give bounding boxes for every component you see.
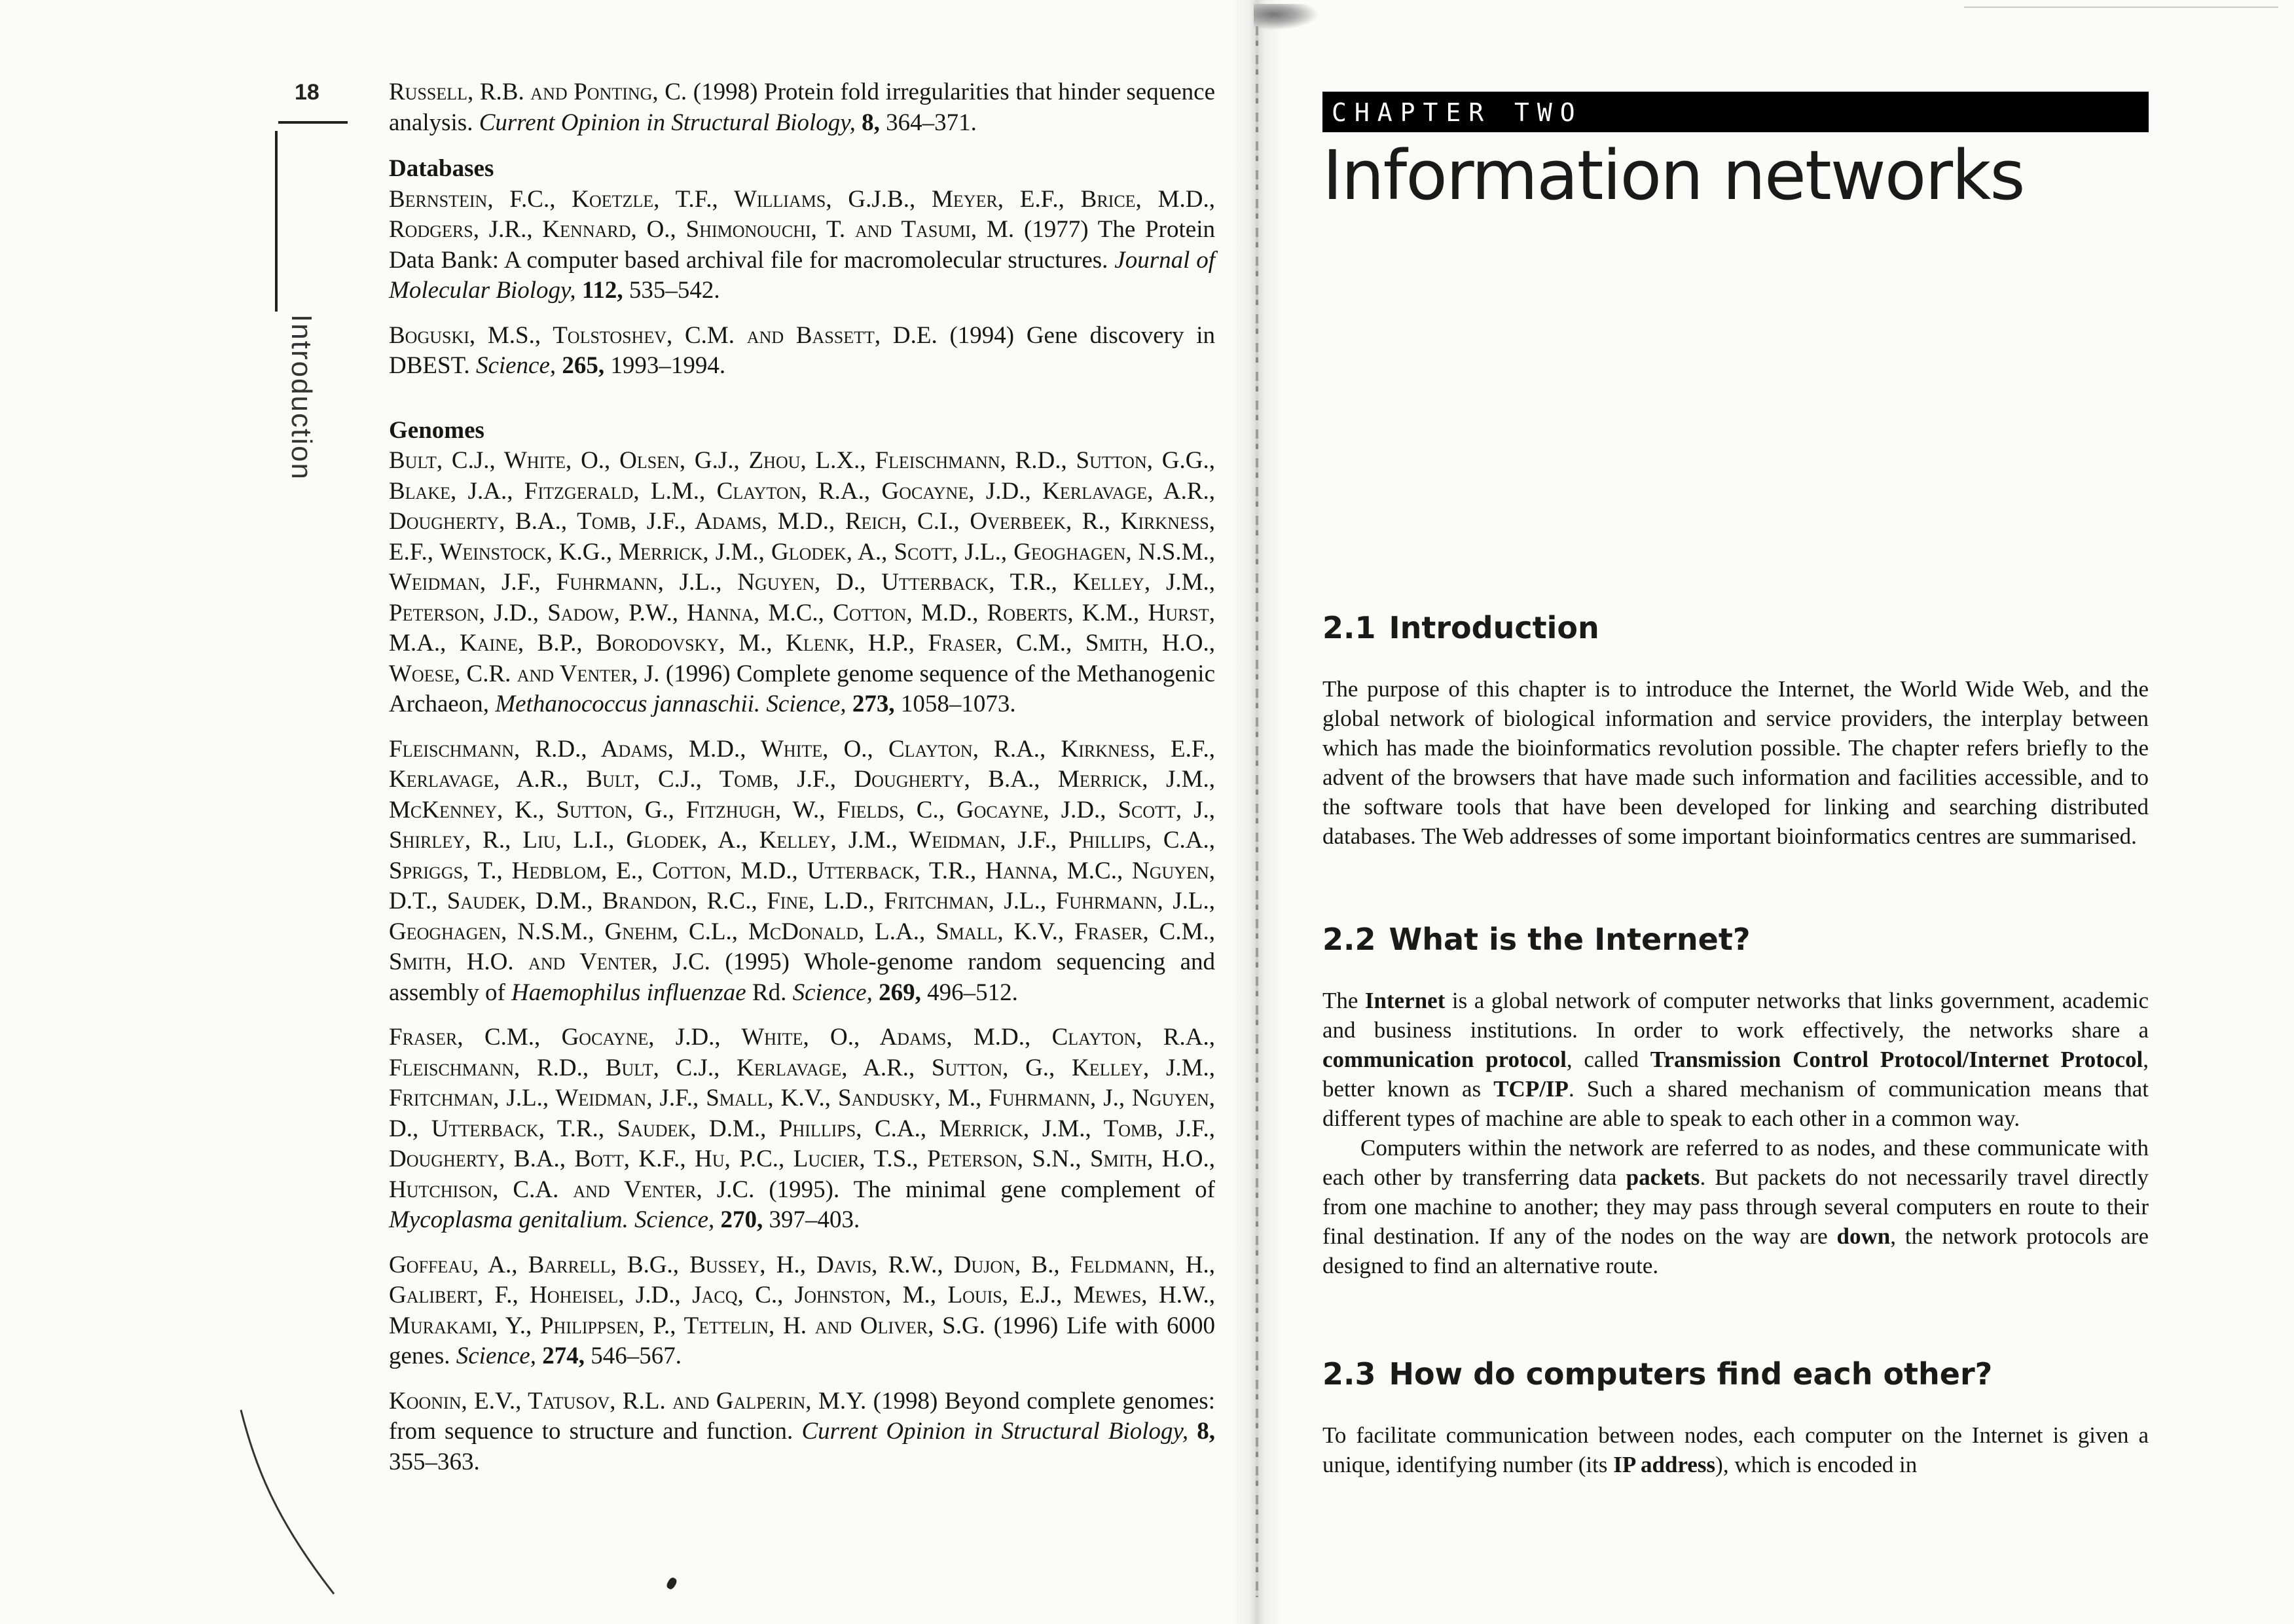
reference-bernstein [389, 185, 1215, 306]
chapter-label: CHAPTER TWO [1332, 98, 1583, 127]
ref-body: (1994) Gene discovery in DBEST. [389, 321, 1215, 379]
heading-databases: Databases [389, 155, 494, 182]
section-body-2-2 [1322, 986, 2149, 1280]
text-run: The [1322, 988, 1365, 1013]
page-number: 18 [295, 80, 319, 105]
section-number: 2.3 [1322, 1356, 1376, 1392]
ref-pages: 364–371. [879, 109, 977, 136]
text-run: , called [1566, 1047, 1650, 1072]
ref-volume: 265, [556, 352, 605, 379]
ref-body: (1996) Life with 6000 genes. [389, 1312, 1215, 1369]
reference-russell [389, 77, 1215, 138]
ref-authors: Goffeau, A., Barrell, B.G., Bussey, H., Davis, R.W., Dujon, B., Feldmann, H., Galibert, F., Hoheisel, J.D., Jacq, C., Johnston, M., Louis, E.J., Mewes, H.W., Murakami, Y., Philippsen, P., Tettelin, H. and Oliver, S.G. [389, 1251, 1215, 1339]
ref-body: (1998) Protein fold irregularities that hinder sequence analysis. [389, 79, 1216, 136]
ref-journal: Science, [792, 979, 873, 1006]
term-bold: IP address [1613, 1452, 1716, 1477]
text-run: . But packets do not necessarily travel directly from one machine to another; they may pass through several computers en route to their final destination. If any of the nodes on the way are [1322, 1164, 2149, 1249]
scan-smudge [1254, 4, 1319, 30]
text-run: Computers within the network are referred to as nodes, and these communicate with each other by transferring data [1322, 1135, 2149, 1190]
chapter-title: Information networks [1322, 135, 2024, 215]
ref-journal: Current Opinion in Structural Biology, [479, 109, 856, 136]
ref-journal: Methanococcus jannaschii. Science, [495, 691, 847, 717]
ref-authors: Boguski, M.S., Tolstoshev, C.M. and Bassett, D.E. [389, 321, 938, 349]
ref-journal: Science, [475, 352, 556, 379]
text-run: , the network protocols are designed to find an alternative route. [1322, 1223, 2149, 1278]
scan-edge-line [1964, 7, 2278, 8]
ref-authors: Fleischmann, R.D., Adams, M.D., White, O., Clayton, R.A., Kirkness, E.F., Kerlavage, A.R., Bult, C.J., Tomb, J.F., Dougherty, B.A., Merrick, J.M., McKenney, K., Sutton, G., Fitzhugh, W., Fields, C., Gocayne, J.D., Scott, J., Shirley, R., Liu, L.I., Glodek, A., Kelley, J.M., Weidman, J.F., Phillips, C.A., Spriggs, T., Hedblom, E., Cotton, M.D., Utterback, T.R., Hanna, M.C., Nguyen, D.T., Saudek, D.M., Brandon, R.C., Fine, L.D., Fritchman, J.L., Fuhrmann, J.L., Geoghagen, N.S.M., Gnehm, C.L., McDonald, L.A., Small, K.V., Fraser, C.M., Smith, H.O. and Venter, J.C. [389, 735, 1215, 975]
ref-body: Rd. [746, 979, 793, 1006]
text-run: To facilitate communication between nodes, each computer on the Internet is given a unique, identifying number (its [1322, 1422, 2149, 1477]
section-title: Introduction [1389, 610, 1599, 645]
section-title: How do computers find each other? [1389, 1356, 1993, 1392]
text-run: . Such a shared mechanism of communication means that different types of machine are able to speak to each other in a common way. [1322, 1076, 2149, 1131]
reference-fraser [389, 1022, 1215, 1236]
ref-pages: 1993–1994. [604, 352, 726, 379]
paragraph [1322, 1133, 2149, 1280]
term-bold: Transmission Control Protocol/Internet Protocol [1650, 1047, 2143, 1072]
ref-volume: 269, [872, 979, 921, 1006]
ref-journal: Current Opinion in Structural Biology, [801, 1418, 1189, 1445]
ref-volume: 274, [536, 1343, 585, 1369]
running-head-text: Introduction [285, 314, 318, 480]
chapter-label-bar [1322, 92, 2149, 132]
reference-bult [389, 446, 1215, 720]
ref-authors: Koonin, E.V., Tatusov, R.L. and Galperin, M.Y. [389, 1387, 867, 1415]
section-heading-2-1 [1322, 610, 1599, 645]
ref-authors: Russell, R.B. and Ponting, C. [389, 79, 687, 105]
ref-volume: 112, [575, 277, 623, 304]
text-run: is a global network of computer networks that links government, academic and business institutions. In order to work effectively, the networks share a [1322, 988, 2149, 1043]
section-number: 2.1 [1322, 610, 1376, 645]
ref-authors: Bernstein, F.C., Koetzle, T.F., Williams, G.J.B., Meyer, E.F., Brice, M.D., Rodgers, J.R., Kennard, O., Shimonouchi, T. and Tasumi, M. [389, 185, 1215, 243]
heading-genomes: Genomes [389, 416, 484, 444]
running-head [285, 314, 318, 484]
ref-authors: Bult, C.J., White, O., Olsen, G.J., Zhou, L.X., Fleischmann, R.D., Sutton, G.G., Blake, J.A., Fitzgerald, L.M., Clayton, R.A., Gocayne, J.D., Kerlavage, A.R., Dougherty, B.A., Tomb, J.F., Adams, M.D., Reich, C.I., Overbeek, R., Kirkness, E.F., Weinstock, K.G., Merrick, J.M., Glodek, A., Scott, J.L., Geoghagen, N.S.M., Weidman, J.F., Fuhrmann, J.L., Nguyen, D., Utterback, T.R., Kelley, J.M., Peterson, J.D., Sadow, P.W., Hanna, M.C., Cotton, M.D., Roberts, K.M., Hurst, M.A., Kaine, B.P., Borodovsky, M., Klenk, H.P., Fraser, C.M., Smith, H.O., Woese, C.R. and Venter, J. [389, 447, 1215, 687]
term-bold: communication protocol [1322, 1047, 1567, 1072]
reference-boguski [389, 321, 1215, 382]
term-bold: TCP/IP [1493, 1076, 1569, 1102]
reference-fleischmann [389, 734, 1215, 1009]
ref-volume: 273, [846, 691, 895, 717]
reference-goffeau [389, 1250, 1215, 1372]
ref-pages: 355–363. [389, 1448, 480, 1475]
ref-pages: 1058–1073. [894, 691, 1016, 717]
term-bold: Internet [1364, 988, 1446, 1013]
stray-ink-mark [665, 1576, 678, 1591]
text-run: , better known as [1322, 1047, 2149, 1102]
term-bold: down [1836, 1223, 1891, 1249]
ref-volume: 8, [1188, 1418, 1216, 1445]
section-number: 2.2 [1322, 922, 1376, 957]
section-title: What is the Internet? [1389, 922, 1751, 957]
ref-pages: 546–567. [584, 1343, 682, 1369]
ref-pages: 535–542. [623, 277, 720, 304]
ref-body: (1977) The Protein Data Bank: A computer based archival file for macromolecular structures. [389, 216, 1215, 274]
paragraph [1322, 1420, 2149, 1479]
binding-shadow [1256, 26, 1258, 1597]
reference-list [389, 77, 1215, 1492]
section-heading-2-3 [1322, 1356, 1992, 1392]
term-bold: packets [1626, 1164, 1700, 1190]
ref-pages: 397–403. [763, 1206, 860, 1233]
ref-pages: 496–512. [920, 979, 1018, 1006]
section-body-2-1 [1322, 674, 2149, 851]
section-heading-2-2 [1322, 922, 1751, 957]
ref-volume: 8, [855, 109, 880, 136]
ref-body: (1995) Whole-genome random sequencing and assembly of [389, 948, 1215, 1006]
pen-stroke-mark [236, 1407, 340, 1597]
ref-authors: Fraser, C.M., Gocayne, J.D., White, O., Adams, M.D., Clayton, R.A., Fleischmann, R.D., Bult, C.J., Kerlavage, A.R., Sutton, G., Kelley, J.M., Fritchman, J.L., Weidman, J.F., Small, K.V., Sandusky, M., Fuhrmann, J., Nguyen, D., Utterback, T.R., Saudek, D.M., Phillips, C.A., Merrick, J.M., Tomb, J.F., Dougherty, B.A., Bott, K.F., Hu, P.C., Lucier, T.S., Peterson, S.N., Smith, H.O., Hutchison, C.A. and Venter, J.C. [389, 1024, 1215, 1203]
ref-journal: Science, [456, 1343, 536, 1369]
ref-journal: Haemophilus influenzae [511, 979, 746, 1006]
ref-body: (1995). The minimal gene complement of [754, 1176, 1215, 1203]
ref-volume: 270, [714, 1206, 763, 1233]
ref-body: (1996) Complete genome sequence of the Methanogenic Archaeon, [389, 660, 1216, 717]
paragraph [1322, 986, 2149, 1133]
text-run: ), which is encoded in [1715, 1452, 1918, 1477]
ref-journal: Mycoplasma genitalium. Science, [389, 1206, 715, 1233]
ref-journal: Journal of Molecular Biology, [389, 246, 1215, 304]
page-number-rule [278, 121, 348, 124]
paragraph: The purpose of this chapter is to introduce the Internet, the World Wide Web, and the global network of biological information and service providers, the interplay between which has made the bioinformatics revolution possible. The chapter refers briefly to the advent of the browsers that have made such information and facilities accessible, and to the software tools that have been developed for linking and searching distributed databases. The Web addresses of some important bioinformatics centres are summarised. [1322, 676, 2149, 849]
ref-body: (1998) Beyond complete genomes: from sequence to structure and function. [389, 1387, 1215, 1445]
reference-koonin [389, 1386, 1215, 1478]
running-head-rule [275, 131, 278, 312]
section-body-2-3 [1322, 1420, 2149, 1479]
